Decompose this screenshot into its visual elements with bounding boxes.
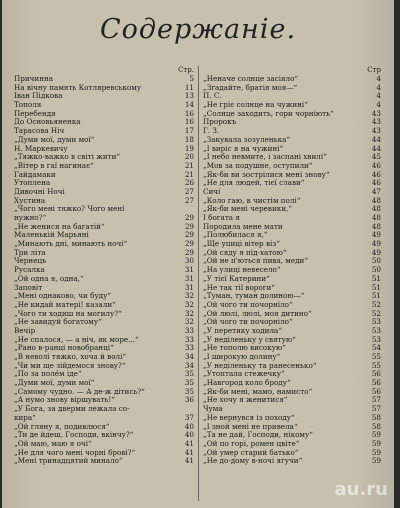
entry-page-number: 35 bbox=[184, 379, 194, 388]
entry-title: Чернець bbox=[14, 257, 46, 266]
entry-title: нужно?“ bbox=[14, 214, 47, 222]
contents-entry bbox=[203, 379, 381, 388]
entry-page-number: 48 bbox=[371, 214, 381, 222]
entry-page-number: 51 bbox=[371, 283, 381, 292]
contents-entry bbox=[14, 362, 194, 371]
entry-page-number: 59 bbox=[371, 457, 381, 466]
contents-entry bbox=[14, 197, 194, 206]
contents-entry bbox=[203, 266, 381, 275]
entry-title: Перебендя bbox=[14, 109, 56, 118]
entry-title: Гайдамаки bbox=[14, 170, 56, 179]
entry-title: Три літа bbox=[14, 248, 46, 257]
entry-page-number: 16 bbox=[184, 118, 194, 127]
entry-title: „Ти де йдеш, Господи, вкінчу?“ bbox=[14, 431, 134, 440]
book-page bbox=[2, 0, 394, 508]
contents-entry bbox=[14, 145, 194, 154]
contents-list-left bbox=[14, 75, 194, 466]
entry-title: кира“ bbox=[14, 413, 36, 422]
contents-entry bbox=[14, 179, 194, 188]
entry-page-number: 4 bbox=[376, 83, 381, 92]
contents-entry bbox=[203, 75, 381, 84]
entry-page-number: 40 bbox=[184, 422, 194, 431]
contents-entry bbox=[14, 240, 194, 249]
entry-page-number: 30 bbox=[184, 257, 194, 266]
contents-entry bbox=[203, 301, 381, 310]
contents-entry bbox=[203, 110, 381, 119]
contents-entry bbox=[203, 145, 381, 154]
entry-title: „Не для чого мені чорні брові?“ bbox=[14, 448, 136, 457]
entry-page-number: 46 bbox=[371, 161, 381, 170]
contents-entry bbox=[14, 257, 194, 266]
contents-entry bbox=[203, 223, 381, 232]
entry-page-number: 59 bbox=[371, 439, 381, 448]
contents-entry bbox=[203, 431, 381, 440]
entry-page-number: 31 bbox=[184, 283, 194, 292]
entry-page-number: 20 bbox=[184, 153, 194, 162]
entry-title: „І зной мені не привела“ bbox=[203, 422, 298, 431]
entry-page-number: 51 bbox=[371, 292, 381, 301]
entry-page-number: 27 bbox=[184, 187, 194, 196]
entry-page-number: 59 bbox=[371, 431, 381, 440]
entry-page-number: 54 bbox=[371, 344, 381, 353]
entry-page-number: 36 bbox=[184, 396, 194, 405]
entry-page-number: 31 bbox=[184, 274, 194, 283]
entry-title: „Ой сяду я під-хатою“ bbox=[203, 248, 287, 257]
contents-entry bbox=[203, 362, 381, 371]
entry-page-number: 53 bbox=[371, 318, 381, 327]
entry-page-number: 41 bbox=[184, 457, 194, 466]
entry-title: Г. З. bbox=[203, 127, 220, 136]
contents-column-left bbox=[14, 66, 194, 466]
entry-title: На вічну память Котляревському bbox=[14, 83, 142, 92]
column-divider bbox=[198, 66, 199, 501]
entry-title: „Ой чого ти почорніло“ bbox=[203, 300, 293, 309]
page-column-header-left: Стр. bbox=[178, 66, 194, 74]
entry-page-number: 34 bbox=[184, 353, 194, 361]
contents-entry bbox=[203, 414, 381, 423]
contents-entry bbox=[14, 336, 194, 345]
entry-page-number: 43 bbox=[371, 127, 381, 136]
entry-title: „І небо невмите, і заспані хвилі“ bbox=[203, 153, 327, 162]
entry-page-number: 41 bbox=[184, 448, 194, 457]
entry-title: „Чи ми ще зійдемося знову?“ bbox=[14, 361, 126, 370]
contents-entry bbox=[14, 162, 194, 171]
entry-page-number: 48 bbox=[371, 196, 381, 205]
entry-page-number: 33 bbox=[184, 335, 194, 344]
contents-entry bbox=[203, 136, 381, 145]
contents-entry bbox=[14, 136, 194, 145]
contents-entry bbox=[203, 275, 381, 284]
contents-entry bbox=[203, 423, 381, 432]
entry-page-number: 21 bbox=[184, 161, 194, 170]
contents-entry bbox=[203, 310, 381, 319]
entry-page-number: 4 bbox=[376, 92, 381, 101]
entry-title: Вечір bbox=[14, 326, 36, 335]
entry-title: „Як-би ви зострілися мені знову“ bbox=[203, 170, 330, 179]
entry-page-number: 55 bbox=[371, 361, 381, 370]
entry-page-number: 48 bbox=[371, 205, 381, 214]
entry-page-number: 18 bbox=[184, 135, 194, 144]
contents-entry bbox=[203, 179, 381, 188]
entry-title: „Ой люлі, люлі, моя дитино“ bbox=[203, 309, 312, 318]
entry-title: До Основьяненка bbox=[14, 118, 81, 127]
entry-page-number: 51 bbox=[371, 274, 381, 283]
entry-page-number: 29 bbox=[184, 240, 194, 249]
entry-page-number: 58 bbox=[371, 413, 381, 422]
entry-title: Причинна bbox=[14, 75, 54, 83]
contents-entry bbox=[203, 84, 381, 93]
entry-title: „Ще упиці вітер віз“ bbox=[203, 240, 280, 249]
contents-entry bbox=[14, 353, 194, 362]
contents-entry bbox=[14, 249, 194, 258]
entry-page-number: 32 bbox=[184, 318, 194, 327]
contents-entry bbox=[14, 110, 194, 119]
contents-entry bbox=[203, 344, 381, 353]
entry-title: „Ой гляну я, подивлюся“ bbox=[14, 422, 110, 431]
entry-page-number: 49 bbox=[371, 231, 381, 240]
contents-entry bbox=[14, 396, 194, 405]
entry-page-number: 43 bbox=[371, 118, 381, 127]
entry-title: „Ой маю, маю я очі“ bbox=[14, 439, 92, 448]
entry-title: „У тієї Катерини“ bbox=[203, 274, 270, 283]
contents-entry bbox=[14, 188, 194, 197]
entry-page-number: 53 bbox=[371, 335, 381, 344]
entry-page-number: 50 bbox=[371, 257, 381, 266]
entry-page-number: 47 bbox=[371, 187, 381, 196]
contents-entry bbox=[203, 188, 381, 197]
entry-title: Маленькій Марьяні bbox=[14, 231, 89, 240]
entry-title: „На улиці невесело“ bbox=[203, 266, 281, 275]
entry-title: Н. Маркевичу bbox=[14, 144, 68, 153]
contents-entry bbox=[203, 405, 381, 414]
contents-entry bbox=[203, 257, 381, 266]
entry-title: „Ой не п'ються пива, меди“ bbox=[203, 257, 308, 266]
contents-entry bbox=[203, 370, 381, 379]
contents-entry bbox=[14, 414, 194, 423]
contents-entry bbox=[14, 118, 194, 127]
page-column-header-right: Стр bbox=[367, 66, 381, 74]
entry-title: „Не так тії вороги“ bbox=[203, 283, 275, 292]
entry-page-number: 56 bbox=[371, 387, 381, 396]
entry-title: Тополя bbox=[14, 101, 42, 110]
contents-entry bbox=[14, 214, 194, 223]
entry-title: Тарасова Ніч bbox=[14, 127, 65, 136]
entry-title: „Як-би мені черевики,“ bbox=[203, 205, 293, 214]
contents-entry bbox=[203, 353, 381, 362]
contents-entry bbox=[203, 284, 381, 293]
entry-title: „А нумо знову віршувать!“ bbox=[14, 396, 115, 405]
entry-page-number: 48 bbox=[371, 222, 381, 231]
entry-title: „Не до-дому в-ночі ягучи“ bbox=[203, 457, 303, 466]
entry-title: „Як-би мені, мамо, намисто“ bbox=[203, 387, 313, 396]
entry-page-number: 55 bbox=[371, 353, 381, 361]
entry-title: „Ой чого ти почорніло“ bbox=[203, 318, 293, 327]
contents-entry bbox=[14, 92, 194, 101]
entry-title: „Ой одна я, одна,“ bbox=[14, 274, 84, 283]
entry-title: Іван Підкова bbox=[14, 92, 63, 101]
entry-title: „Не спалося, — а ніч, як море...“ bbox=[14, 335, 139, 344]
contents-entry bbox=[203, 249, 381, 258]
contents-entry bbox=[203, 101, 381, 110]
entry-page-number: 44 bbox=[371, 144, 381, 153]
entry-title: „Чого мені тяжко? Чого мені bbox=[14, 205, 125, 214]
entry-page-number: 35 bbox=[184, 370, 194, 379]
contents-entry bbox=[203, 318, 381, 327]
entry-title: „Коло гаю, в чистім полі“ bbox=[203, 196, 301, 205]
contents-entry bbox=[14, 292, 194, 301]
entry-page-number: 27 bbox=[184, 196, 194, 205]
contents-entry bbox=[14, 223, 194, 232]
entry-page-number: 29 bbox=[184, 222, 194, 231]
entry-page-number: 4 bbox=[376, 75, 381, 83]
entry-title: „Солнце заходить, гори чорніють“ bbox=[203, 109, 334, 118]
entry-title: „Не вернувся із походу“ bbox=[203, 413, 295, 422]
entry-page-number: 53 bbox=[371, 326, 381, 335]
entry-page-number: 46 bbox=[371, 179, 381, 188]
contents-entry bbox=[203, 457, 381, 466]
entry-page-number: 57 bbox=[371, 405, 381, 414]
entry-title: Утоплена bbox=[14, 179, 51, 188]
contents-entry bbox=[203, 449, 381, 458]
entry-title: „Чого ти ходиш на могилу?“ bbox=[14, 309, 122, 318]
entry-page-number: 50 bbox=[371, 266, 381, 275]
contents-entry bbox=[14, 75, 194, 84]
entry-page-number: 29 bbox=[184, 231, 194, 240]
entry-title: „Не кидай матері! казали“ bbox=[14, 300, 116, 309]
entry-title: „Не для людей, тієї слави“ bbox=[203, 179, 305, 188]
entry-page-number: 45 bbox=[371, 153, 381, 162]
entry-page-number: 13 bbox=[184, 92, 194, 101]
entry-page-number: 19 bbox=[184, 144, 194, 153]
contents-entry bbox=[14, 84, 194, 93]
entry-title: „Не гріє солнце на чужині“ bbox=[203, 101, 308, 110]
contents-entry bbox=[14, 153, 194, 162]
entry-page-number: 16 bbox=[184, 109, 194, 118]
contents-entry bbox=[14, 301, 194, 310]
contents-entry bbox=[14, 284, 194, 293]
entry-page-number: 49 bbox=[371, 240, 381, 249]
entry-page-number: 44 bbox=[371, 135, 381, 144]
entry-title: „Навгород коло броду“ bbox=[203, 379, 291, 388]
entry-title: „У неділеньку та ранесенько“ bbox=[203, 361, 317, 370]
entry-title: „Вітер в гаї нагинає“ bbox=[14, 161, 94, 170]
entry-title: „Ой умер старий батько“ bbox=[203, 448, 299, 457]
contents-entry bbox=[14, 379, 194, 388]
contents-entry bbox=[203, 292, 381, 301]
page-title: Содержаніе. bbox=[99, 14, 297, 45]
contents-entry bbox=[203, 205, 381, 214]
entry-page-number: 43 bbox=[371, 109, 381, 118]
entry-title: Пророкъ bbox=[203, 118, 237, 127]
entry-page-number: 26 bbox=[184, 179, 194, 188]
contents-entry bbox=[14, 318, 194, 327]
contents-entry bbox=[14, 231, 194, 240]
entry-title: „І виріс я на чужині“ bbox=[203, 144, 284, 153]
entry-title: „По за поле́м іде“ bbox=[14, 370, 82, 379]
contents-entry bbox=[203, 214, 381, 223]
entry-title: Русалка bbox=[14, 266, 45, 275]
entry-title: „Ой по горі, ромен цвіте“ bbox=[203, 439, 300, 448]
contents-entry bbox=[203, 197, 381, 206]
entry-page-number: 52 bbox=[371, 300, 381, 309]
contents-list-right bbox=[203, 75, 381, 466]
entry-page-number: 57 bbox=[371, 396, 381, 405]
entry-page-number: 31 bbox=[184, 266, 194, 275]
entry-title: „Не завидуй богатому“ bbox=[14, 318, 102, 327]
entry-page-number: 52 bbox=[371, 309, 381, 318]
entry-title: „Згадайте, братія моя—“ bbox=[203, 83, 298, 92]
entry-title: „Самому чудно. — А де-ж дітись?“ bbox=[14, 387, 145, 396]
contents-entry bbox=[203, 440, 381, 449]
entry-title: „Мені тринадцятий минало“ bbox=[14, 457, 123, 466]
entry-title: „Не хочу я женитися“ bbox=[203, 396, 288, 405]
entry-page-number: 29 bbox=[184, 248, 194, 257]
entry-page-number: 46 bbox=[371, 170, 381, 179]
entry-title: „У неділеньку у святую“ bbox=[203, 335, 296, 344]
entry-title: Сичі bbox=[203, 187, 221, 196]
contents-entry bbox=[203, 240, 381, 249]
entry-title: „Тяжко-важко в світі жити“ bbox=[14, 153, 121, 162]
entry-page-number: 29 bbox=[184, 214, 194, 222]
contents-entry bbox=[203, 153, 381, 162]
entry-title: П. С. bbox=[203, 92, 222, 101]
entry-title: Хустина bbox=[14, 196, 46, 205]
entry-title: „Закувала зозуленька“ bbox=[203, 135, 291, 144]
contents-entry bbox=[14, 171, 194, 180]
contents-entry bbox=[14, 370, 194, 379]
entry-title: „Минають дні, минають ночі“ bbox=[14, 240, 128, 249]
entry-page-number: 32 bbox=[184, 292, 194, 301]
entry-title: Чума bbox=[203, 405, 223, 414]
contents-entry bbox=[14, 205, 194, 214]
entry-page-number: 34 bbox=[184, 361, 194, 370]
entry-page-number: 35 bbox=[184, 387, 194, 396]
entry-page-number: 21 bbox=[184, 170, 194, 179]
contents-entry bbox=[14, 266, 194, 275]
entry-title: „Туман, туман долиною—“ bbox=[203, 292, 305, 301]
contents-entry bbox=[14, 327, 194, 336]
entry-title: „Рано в-ранці новобранці“ bbox=[14, 344, 114, 353]
entry-title: „Мов за подушне, оступили“ bbox=[203, 161, 313, 170]
entry-page-number: 14 bbox=[184, 101, 194, 110]
contents-entry bbox=[14, 388, 194, 397]
watermark: au.ru bbox=[334, 479, 388, 500]
contents-entry bbox=[14, 344, 194, 353]
entry-page-number: 5 bbox=[189, 75, 194, 83]
entry-title: „В неволі тяжко, хоча й волі“ bbox=[14, 353, 127, 361]
entry-page-number: 33 bbox=[184, 344, 194, 353]
entry-page-number: 32 bbox=[184, 309, 194, 318]
contents-entry bbox=[203, 231, 381, 240]
contents-entry bbox=[203, 388, 381, 397]
contents-entry bbox=[203, 336, 381, 345]
contents-entry bbox=[14, 449, 194, 458]
entry-title: „Неначе солнце засіяло“ bbox=[203, 75, 299, 83]
contents-entry bbox=[14, 101, 194, 110]
entry-page-number: 49 bbox=[371, 248, 381, 257]
contents-entry bbox=[203, 127, 381, 136]
contents-entry bbox=[14, 275, 194, 284]
entry-title: „Не женися на багатій“ bbox=[14, 222, 105, 231]
entry-title: „Думи мої, думи мої“ bbox=[14, 379, 95, 388]
entry-title: „Полюбилася я,“ bbox=[203, 231, 268, 240]
entry-title: І богата я bbox=[203, 214, 240, 222]
contents-entry bbox=[203, 92, 381, 101]
entry-page-number: 59 bbox=[371, 448, 381, 457]
entry-page-number: 4 bbox=[376, 101, 381, 110]
entry-title: „Думи мої, думи мої“ bbox=[14, 135, 95, 144]
entry-page-number: 40 bbox=[184, 431, 194, 440]
entry-page-number: 56 bbox=[371, 370, 381, 379]
contents-entry bbox=[14, 310, 194, 319]
entry-page-number: 41 bbox=[184, 439, 194, 448]
contents-column-right bbox=[203, 66, 381, 466]
entry-title: „Утоптала стежечку“ bbox=[203, 370, 285, 379]
contents-entry bbox=[14, 440, 194, 449]
entry-title: Дивочні Ночі bbox=[14, 187, 65, 196]
entry-page-number: 37 bbox=[184, 413, 194, 422]
entry-title: „У перетику ходила“ bbox=[203, 326, 282, 335]
contents-entry bbox=[203, 171, 381, 180]
contents-entry bbox=[203, 118, 381, 127]
entry-title: „Мені однаково, чи буду“ bbox=[14, 292, 112, 301]
contents-entry bbox=[203, 327, 381, 336]
entry-title: „Та не дай, Господи, нікому“ bbox=[203, 431, 313, 440]
entry-page-number: 11 bbox=[184, 83, 194, 92]
entry-page-number: 56 bbox=[371, 379, 381, 388]
entry-page-number: 58 bbox=[371, 422, 381, 431]
entry-page-number: 33 bbox=[184, 326, 194, 335]
contents-entry bbox=[203, 396, 381, 405]
contents-entry bbox=[14, 405, 194, 414]
contents-entry bbox=[14, 457, 194, 466]
entry-title: Породила мене мати bbox=[203, 222, 283, 231]
contents-entry bbox=[14, 423, 194, 432]
entry-page-number: 17 bbox=[184, 127, 194, 136]
contents-entry bbox=[203, 162, 381, 171]
entry-page-number: 32 bbox=[184, 300, 194, 309]
entry-title: „У Бога, за дверми лежала со- bbox=[14, 405, 130, 414]
entry-title: „І широкую долину“ bbox=[203, 353, 281, 361]
contents-entry bbox=[14, 431, 194, 440]
contents-entry bbox=[14, 127, 194, 136]
entry-title: „Не тополю високую“ bbox=[203, 344, 286, 353]
entry-title: Заповіт bbox=[14, 283, 43, 292]
